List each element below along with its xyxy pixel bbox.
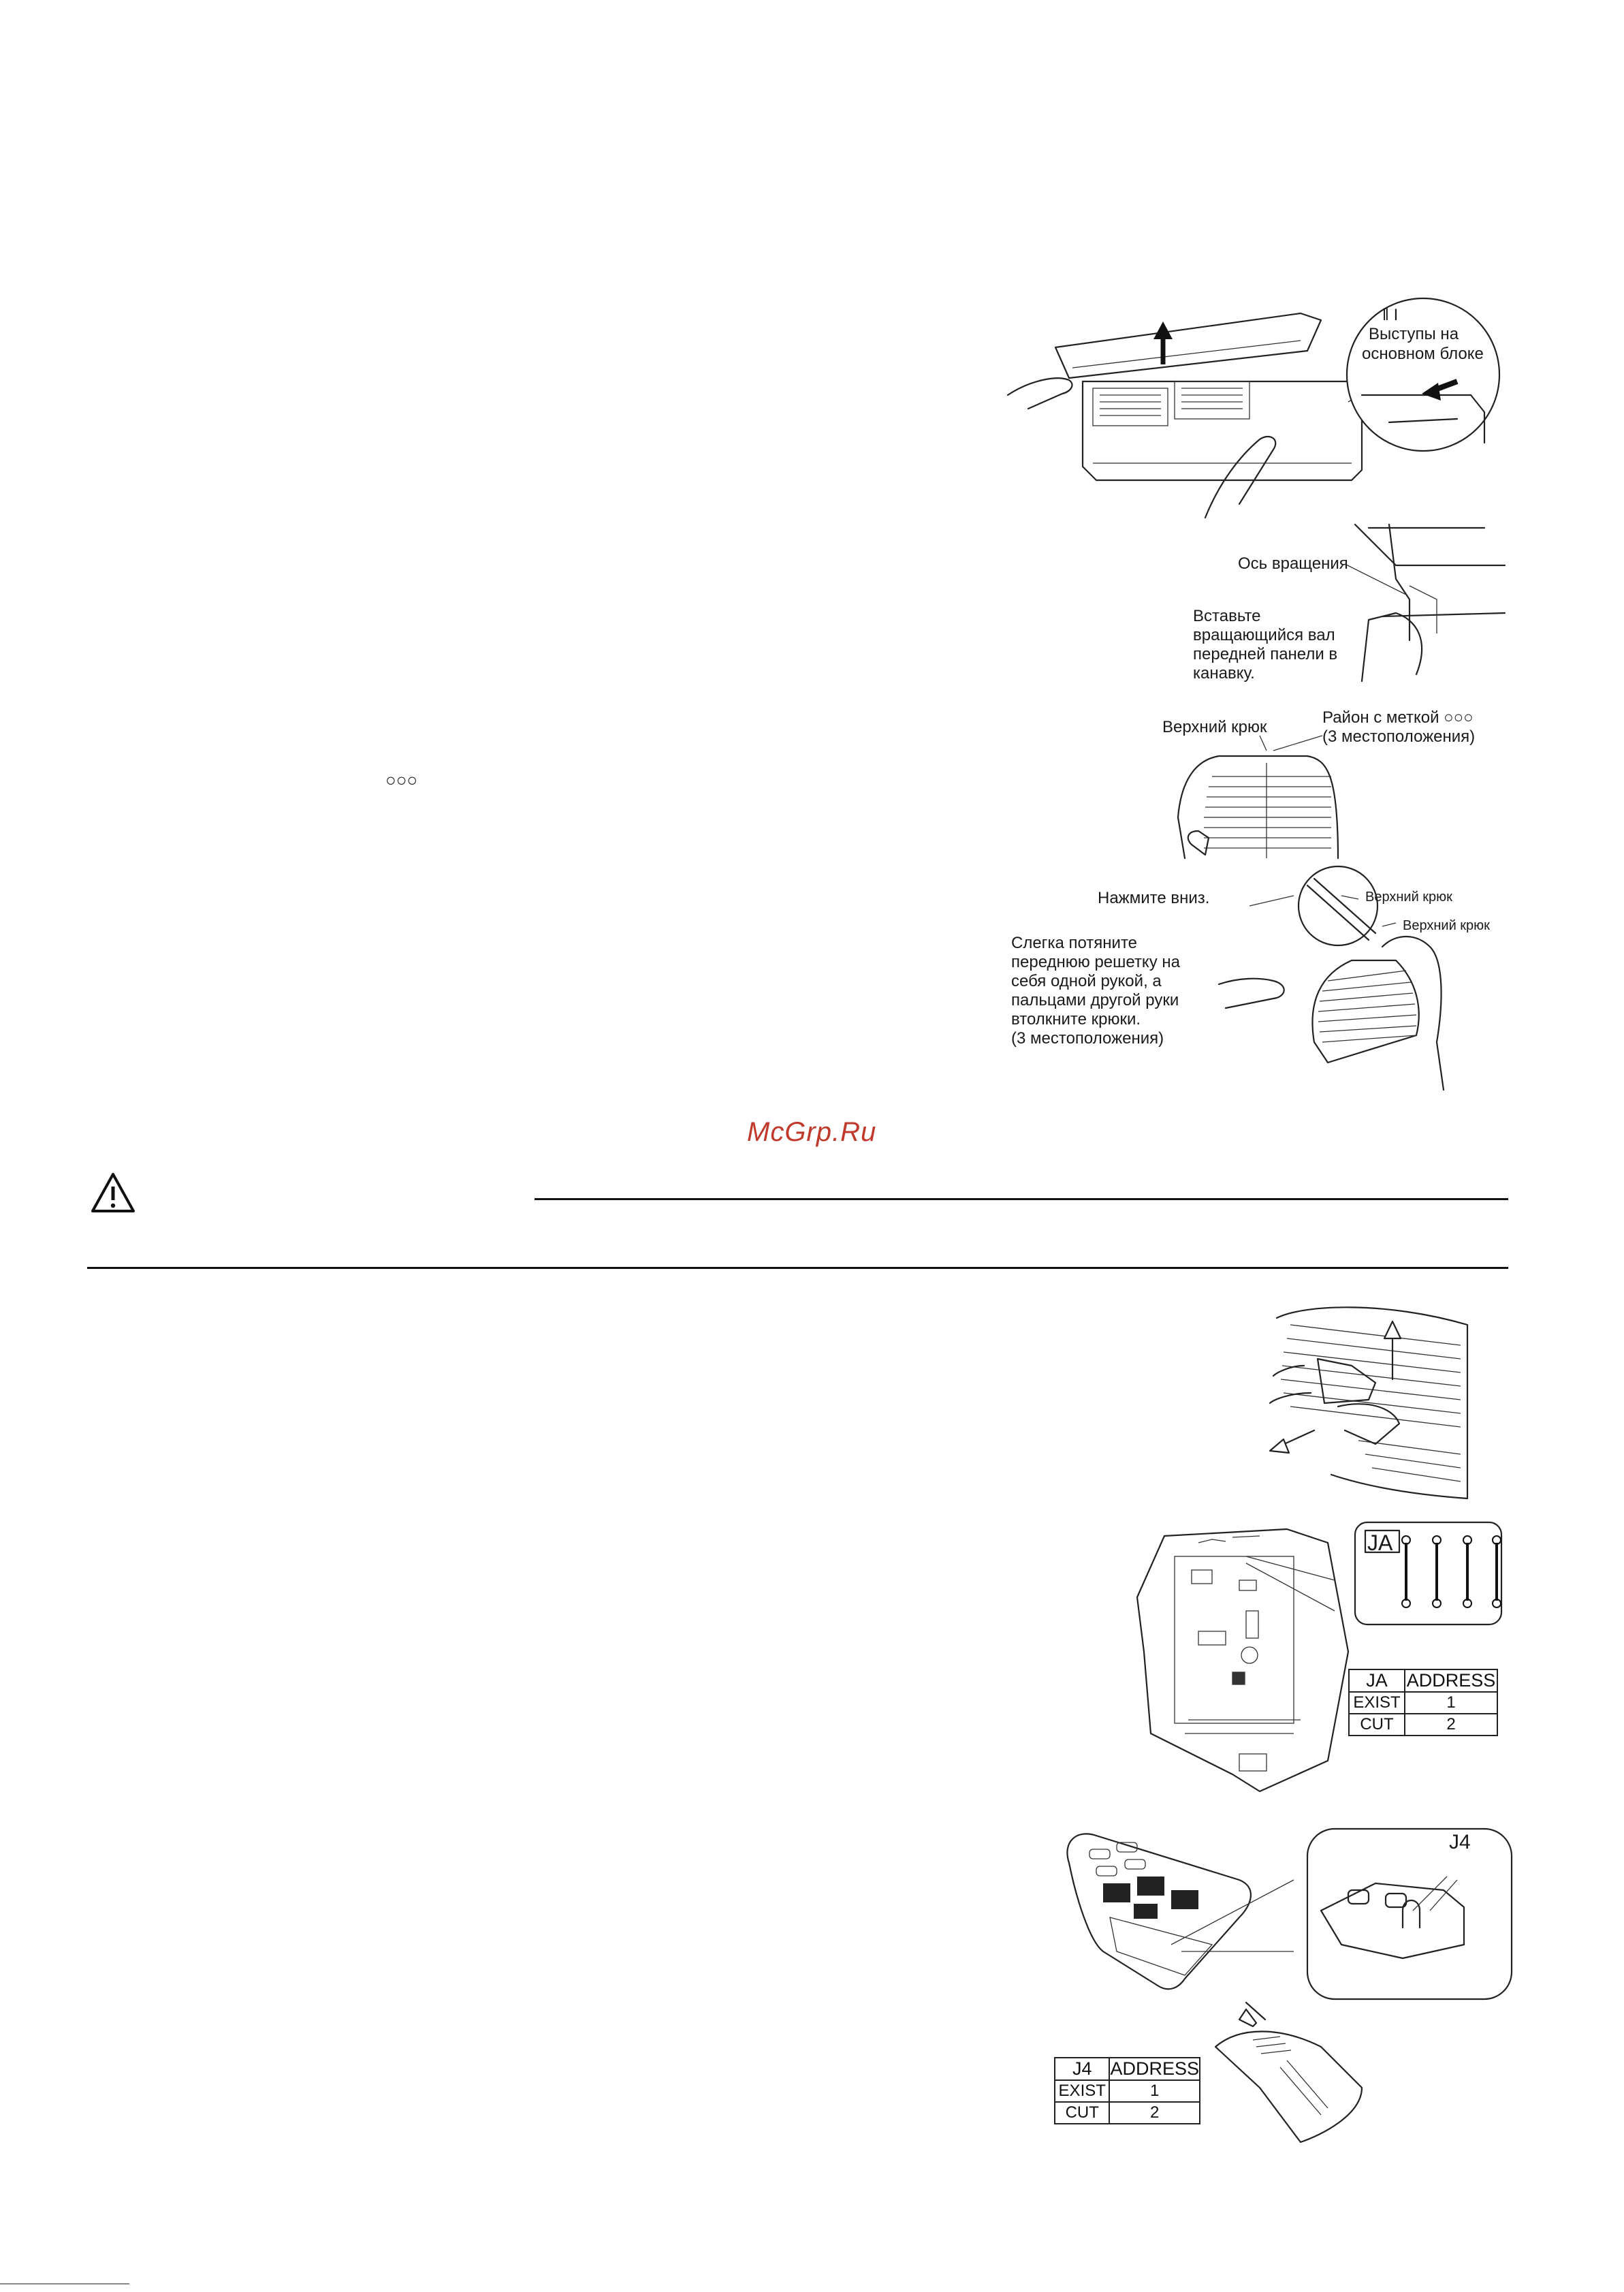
insert-shaft-line1: Вставьте [1193, 607, 1261, 625]
insert-shaft-line3: передней панели в [1193, 645, 1338, 663]
table-row [1055, 2058, 1200, 2080]
j4-row-exist-address: 1 [1109, 2080, 1200, 2102]
instruction-line4: пальцами другой руки [1011, 991, 1179, 1009]
ja-row-cut-address: 2 [1405, 1714, 1497, 1736]
insert-shaft-line4: канавку. [1193, 664, 1255, 682]
label-upper-hook-b: Верхний крюк [1403, 918, 1490, 933]
insert-shaft-line2: вращающийся вал [1193, 626, 1335, 644]
ja-row-exist-state: EXIST [1349, 1692, 1405, 1714]
watermark: McGrp.Ru [747, 1117, 877, 1147]
j4-header-address: ADDRESS [1110, 2058, 1199, 2079]
warning-triangle-icon [90, 1172, 136, 1214]
figure-rotation-axis [1348, 524, 1505, 681]
instruction-line6: (3 местоположения) [1011, 1029, 1164, 1048]
j4-row-cut-address: 2 [1109, 2102, 1200, 2124]
ja-row-exist-address: 1 [1405, 1692, 1497, 1714]
instruction-line3: себя одной рукой, а [1011, 972, 1162, 990]
figure-remove-grille [1249, 1298, 1471, 1502]
marked-area-line2: (3 местоположения) [1322, 727, 1476, 746]
table-row [1055, 2102, 1200, 2124]
leader-rotation-axis [1345, 564, 1413, 598]
label-upper-hook-a: Верхний крюк [1365, 890, 1452, 905]
table-row [1349, 1692, 1497, 1714]
instruction-line5: втолкните крюки. [1011, 1010, 1141, 1029]
table-row [1055, 2080, 1200, 2102]
j4-row-cut-state: CUT [1055, 2102, 1109, 2124]
figure-grille-top [1171, 736, 1341, 858]
j4-header-jumper: J4 [1055, 2058, 1109, 2080]
ja-callout-label: JA [1367, 1530, 1393, 1555]
zoom-mark: ‖ I [1382, 306, 1399, 324]
j4-callout-label: J4 [1449, 1831, 1471, 1853]
marked-area-line1: Район с меткой ○○○ [1322, 708, 1474, 727]
figure-pcb-ja [1124, 1516, 1505, 1802]
label-upper-hook: Верхний крюк [1162, 718, 1267, 736]
j4-row-exist-state: EXIST [1055, 2080, 1109, 2102]
instruction-line1: Слегка потяните [1011, 934, 1138, 952]
table-row [1349, 1669, 1497, 1692]
figure-push-hooks [1212, 865, 1484, 1090]
ja-address-table [1348, 1669, 1498, 1736]
instruction-line2: переднюю решетку на [1011, 953, 1180, 971]
section-divider [87, 1267, 1508, 1269]
j4-address-table [1054, 2057, 1200, 2124]
warning-rule [535, 1198, 1508, 1200]
label-press-down: Нажмите вниз. [1098, 889, 1210, 907]
footer-rule [0, 2283, 129, 2285]
inline-circle-marks: ○○○ [385, 770, 418, 790]
table-row [1349, 1714, 1497, 1736]
label-rotation-axis: Ось вращения [1238, 554, 1348, 573]
ja-row-cut-state: CUT [1349, 1714, 1405, 1736]
callout-protrusions-line2: основном блоке [1362, 345, 1484, 363]
ja-header-address: ADDRESS [1405, 1669, 1497, 1692]
callout-protrusions-line1: Выступы на [1369, 325, 1459, 343]
ja-header-jumper: JA [1349, 1669, 1405, 1692]
